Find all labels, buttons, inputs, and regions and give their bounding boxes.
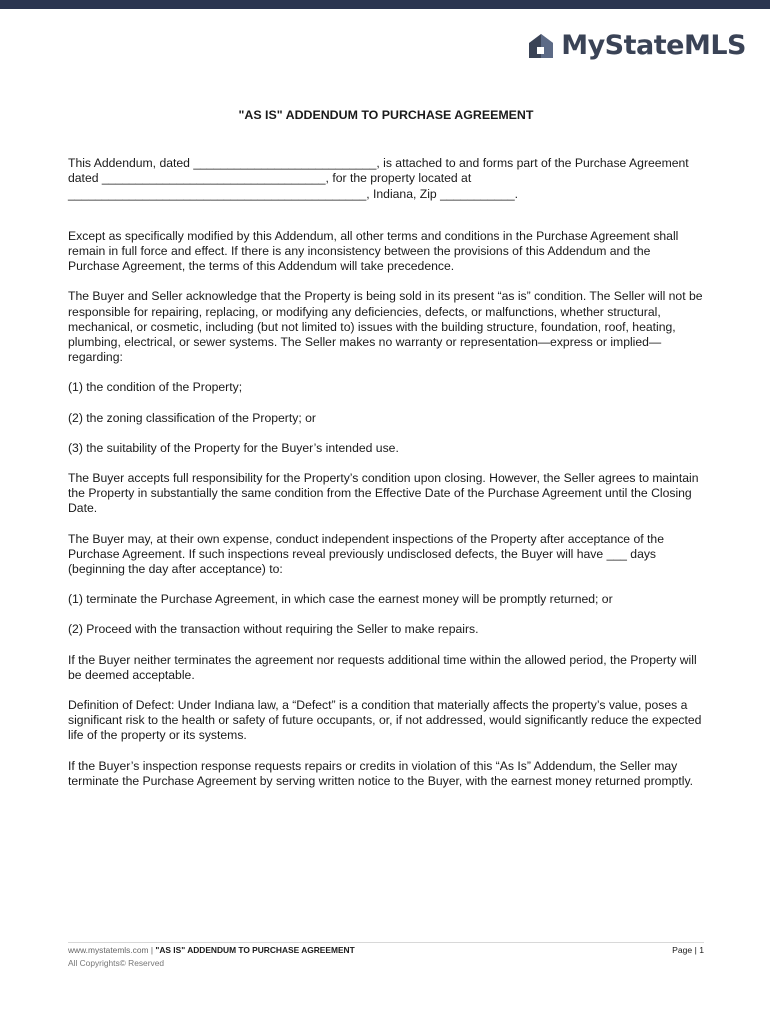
document-title: "AS IS" ADDENDUM TO PURCHASE AGREEMENT xyxy=(238,108,534,122)
paragraph: (2) the zoning classification of the Property; or xyxy=(68,410,316,425)
paragraph: The Buyer accepts full responsibility for the Property’s condition upon closing. However, the Seller agrees to maintain the Property in substantially the same condition from the Effective Date of the Purchase Agreement until the Closing Date. xyxy=(68,471,699,516)
footer-copyright: All Copyrights© Reserved xyxy=(68,958,165,968)
paragraph: (2) Proceed with the transaction without requiring the Seller to make repairs. xyxy=(68,622,479,637)
paragraph: (1) terminate the Purchase Agreement, in which case the earnest money will be promptly returned; or xyxy=(68,592,613,607)
logo-text: MyStateMLS xyxy=(561,30,746,61)
brand-logo xyxy=(527,30,746,61)
paragraph: The Buyer may, at their own expense, conduct independent inspections of the Property after acceptance of the Purchase Agreement. If such inspections reveal previously undisclosed defects, the Buyer will have ___ days (beginning the day after acceptance) to: xyxy=(68,531,664,577)
top-accent-bar xyxy=(0,0,770,9)
footer-separator: | xyxy=(150,945,154,955)
footer-doc-title: "AS IS" ADDENDUM TO PURCHASE AGREEMENT xyxy=(155,945,355,955)
paragraph: (1) the condition of the Property; xyxy=(68,380,243,395)
footer-website: www.mystatemls.com xyxy=(68,945,149,955)
page-footer xyxy=(68,942,704,970)
paragraph: If the Buyer’s inspection response requests repairs or credits in violation of this “As Is” Addendum, the Seller may terminate the Purchase Agreement by serving written notice to the Buyer, with the earnest money returned promptly. xyxy=(68,758,694,788)
page-number: Page | 1 xyxy=(672,945,704,955)
paragraph: Except as specifically modified by this Addendum, all other terms and conditions in the Purchase Agreement shall remain in full force and effect. If there is any inconsistency between the provisions of this Addendum and the Purchase Agreement, the terms of this Addendum will take precedence. xyxy=(68,228,679,274)
paragraph: If the Buyer neither terminates the agreement nor requests additional time within the allowed period, the Property will be deemed acceptable. xyxy=(68,652,697,682)
footer-row xyxy=(68,944,704,957)
document-body xyxy=(68,108,704,804)
house-icon xyxy=(527,32,555,60)
footer-left xyxy=(68,944,355,957)
paragraph: Definition of Defect: Under Indiana law, a “Defect” is a condition that materially affects the property’s value, poses a significant risk to the health or safety of future occupants, or, if not addressed, would significantly reduce the expected life of the property or its systems. xyxy=(68,698,702,743)
paragraph: The Buyer and Seller acknowledge that the Property is being sold in its present “as is” condition. The Seller will not be responsible for repairing, replacing, or modifying any deficiencies, defects, or malfunctions, whether structural, mechanical, or cosmetic, including (but not limited to) issues with the building structure, foundation, roof, heating, plumbing, electrical, or sewer systems. The Seller makes no warranty or representation—express or implied—regarding: xyxy=(68,289,703,365)
paragraph: (3) the suitability of the Property for the Buyer’s intended use. xyxy=(68,440,399,455)
intro-paragraph: This Addendum, dated ___________________________, is attached to and forms part of the Purchase Agreement dated _________________________________, for the property located at ____________________________________________, Indiana, Zip ___________. xyxy=(68,156,689,201)
